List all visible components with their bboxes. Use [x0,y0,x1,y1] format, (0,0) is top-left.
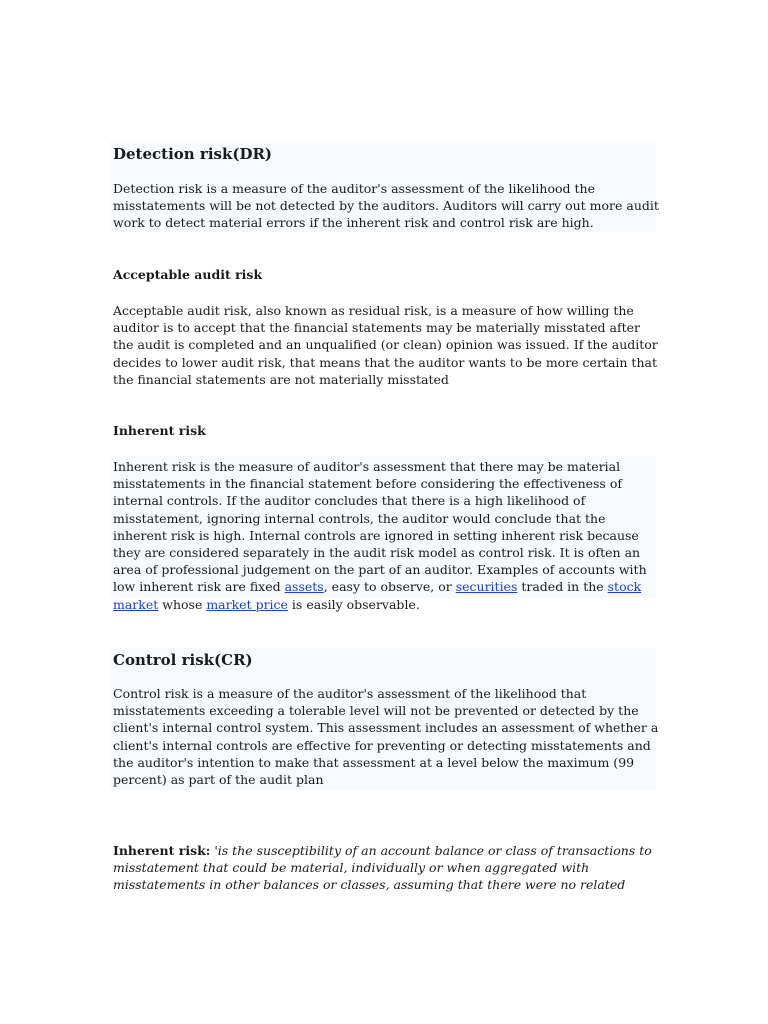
inherent-risk-text-5: is easily observable. [287,596,420,612]
assets-link[interactable]: assets [284,579,324,595]
inherent-risk-section [110,456,656,612]
control-risk-heading: Control risk(CR) [113,651,253,669]
acceptable-audit-risk-heading: Acceptable audit risk [113,267,263,282]
inherent-risk-body [110,458,659,613]
control-risk-body: Control risk is a measure of the auditor's assessment of the likelihood that misstatements exceeding a tolerable level will not be prevented or detected by the client's internal control system. This assessment includes an assessment of whether a client's internal controls are effective for preventing or detecting misstatements and the auditor's intention to make that assessment at a level below the maximum (99 percent) as part of the audit plan [113,686,659,788]
inherent-risk-text-2: , easy to observe, or [323,579,456,595]
market-price-link[interactable]: market price [206,596,288,612]
acceptable-audit-risk-section [110,266,656,392]
inherent-risk-definition-text: 'is the susceptibility of an account balance or class of transactions to misstatement that could be material, individually or when aggregated with misstatements in other balances or classes, assuming that there were no related [113,843,652,893]
securities-link[interactable]: securities [455,579,518,595]
stock-market-link[interactable]: stock market [113,579,642,612]
control-risk-section [110,648,659,790]
acceptable-audit-risk-body: Acceptable audit risk, also known as residual risk, is a measure of how willing the auditor is to accept that the financial statements may be materially misstated after the audit is completed and an unqualified (or clean) opinion was issued. If the auditor decides to lower audit risk, that means that the auditor wants to be more certain that the financial statements are not materially misstated [113,303,658,387]
inherent-risk-text-1: Inherent risk is the measure of auditor's assessment that there may be material misstatements in the financial statement before considering the effectiveness of internal controls. If the auditor concludes that there is a high likelihood of misstatement, ignoring internal controls, the auditor would conclude that the inherent risk is high. Internal controls are ignored in setting inherent risk because they are considered separately in the audit risk model as control risk. It is often an area of professional judgement on the part of an auditor. Examples of accounts with low inherent risk are fixed [113,459,647,595]
detection-risk-section [110,142,659,232]
detection-risk-body: Detection risk is a measure of the auditor's assessment of the likelihood the misstatements will be not detected by the auditors. Auditors will carry out more audit work to detect material errors if the inherent risk and control risk are high. [113,181,659,231]
inherent-risk-definition-section [110,842,656,898]
inherent-risk-definition-label: Inherent risk: [113,843,211,858]
inherent-risk-heading: Inherent risk [113,423,206,438]
inherent-risk-text-3: traded in the [517,579,608,595]
inherent-risk-definition [110,842,659,894]
detection-risk-heading: Detection risk(DR) [113,145,273,163]
inherent-risk-text-4: whose [158,596,207,612]
inherent-risk-heading-block [110,422,656,442]
